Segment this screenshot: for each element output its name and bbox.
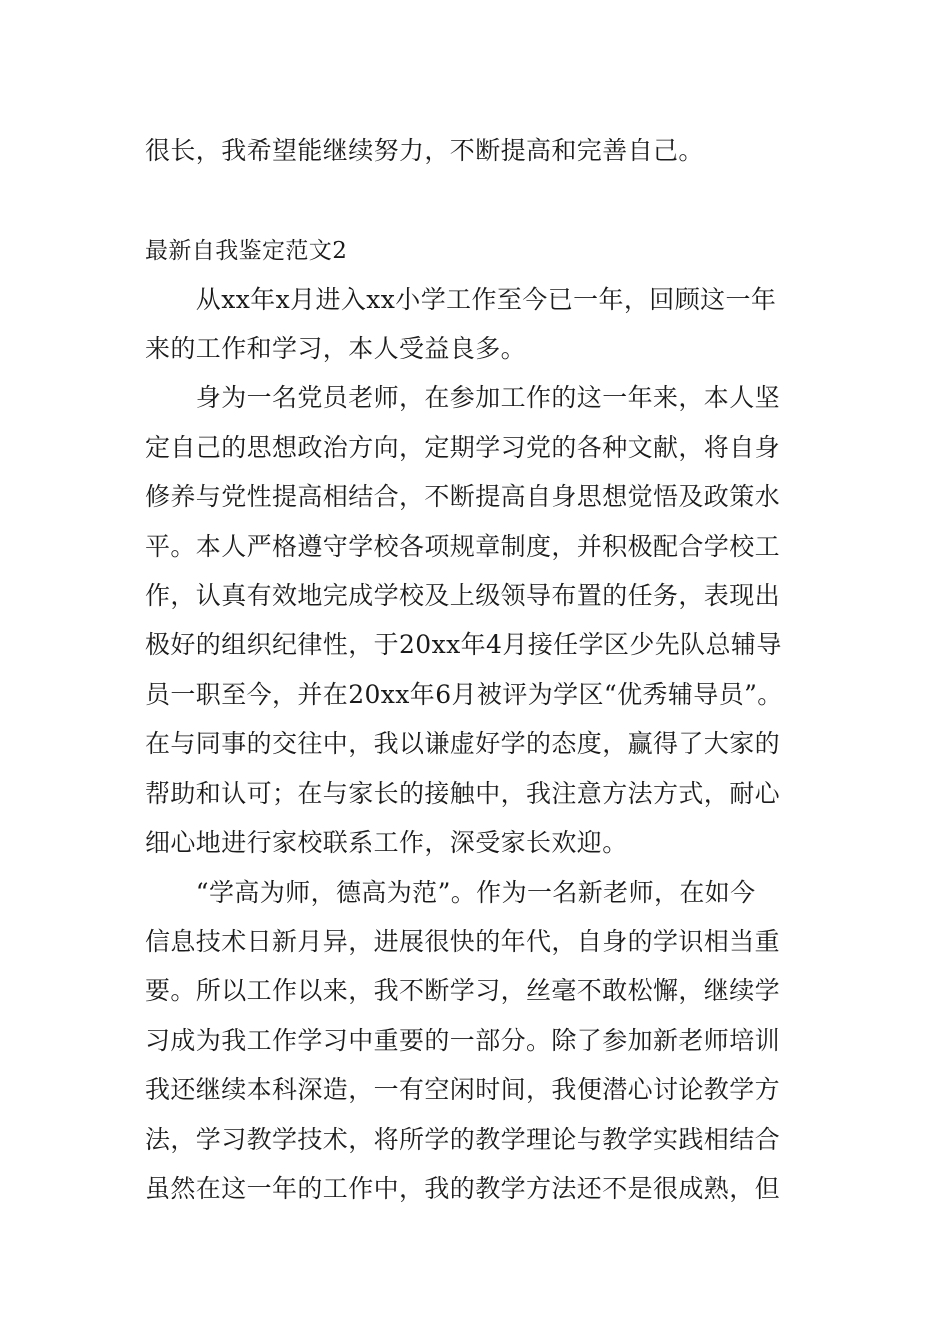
text-line: 细心地进行家校联系工作，深受家长欢迎。: [145, 828, 628, 857]
text-line: 要。所以工作以来，我不断学习，丝毫不敢松懈，继续学: [145, 976, 781, 1005]
text-line: 修养与党性提高相结合，不断提高自身思想觉悟及政策水: [145, 482, 781, 511]
section-heading: 最新自我鉴定范文2: [145, 238, 348, 264]
text-line: 法，学习教学技术，将所学的教学理论与教学实践相结合: [145, 1125, 781, 1154]
text-line: 习成为我工作学习中重要的一部分。除了参加新老师培训: [145, 1026, 781, 1055]
text-line: 很长，我希望能继续努力，不断提高和完善自己。: [145, 136, 704, 165]
text-line: 从xx年x月进入xx小学工作至今已一年，回顾这一年: [145, 285, 777, 314]
text-line: 定自己的思想政治方向，定期学习党的各种文献，将自身: [145, 433, 781, 462]
text-line: 平。本人严格遵守学校各项规章制度，并积极配合学校工: [145, 532, 781, 561]
text-line: 虽然在这一年的工作中，我的教学方法还不是很成熟，但: [145, 1174, 781, 1203]
text-line: 身为一名党员老师，在参加工作的这一年来，本人坚: [145, 383, 781, 412]
text-line: 作，认真有效地完成学校及上级领导布置的任务，表现出: [145, 581, 781, 610]
text-line: “学高为师，德高为范”。作为一名新老师，在如今: [145, 878, 756, 907]
text-line: 帮助和认可；在与家长的接触中，我注意方法方式，耐心: [145, 779, 781, 808]
text-line: 员一职至今，并在20xx年6月被评为学区“优秀辅导员”。: [145, 680, 783, 709]
text-line: 来的工作和学习，本人受益良多。: [145, 334, 527, 363]
text-line: 信息技术日新月异，进展很快的年代，自身的学识相当重: [145, 927, 781, 956]
text-line: 在与同事的交往中，我以谦虚好学的态度，赢得了大家的: [145, 729, 781, 758]
text-line: 极好的组织纪律性，于20xx年4月接任学区少先队总辅导: [145, 630, 782, 659]
text-line: 我还继续本科深造，一有空闲时间，我便潜心讨论教学方: [145, 1075, 781, 1104]
